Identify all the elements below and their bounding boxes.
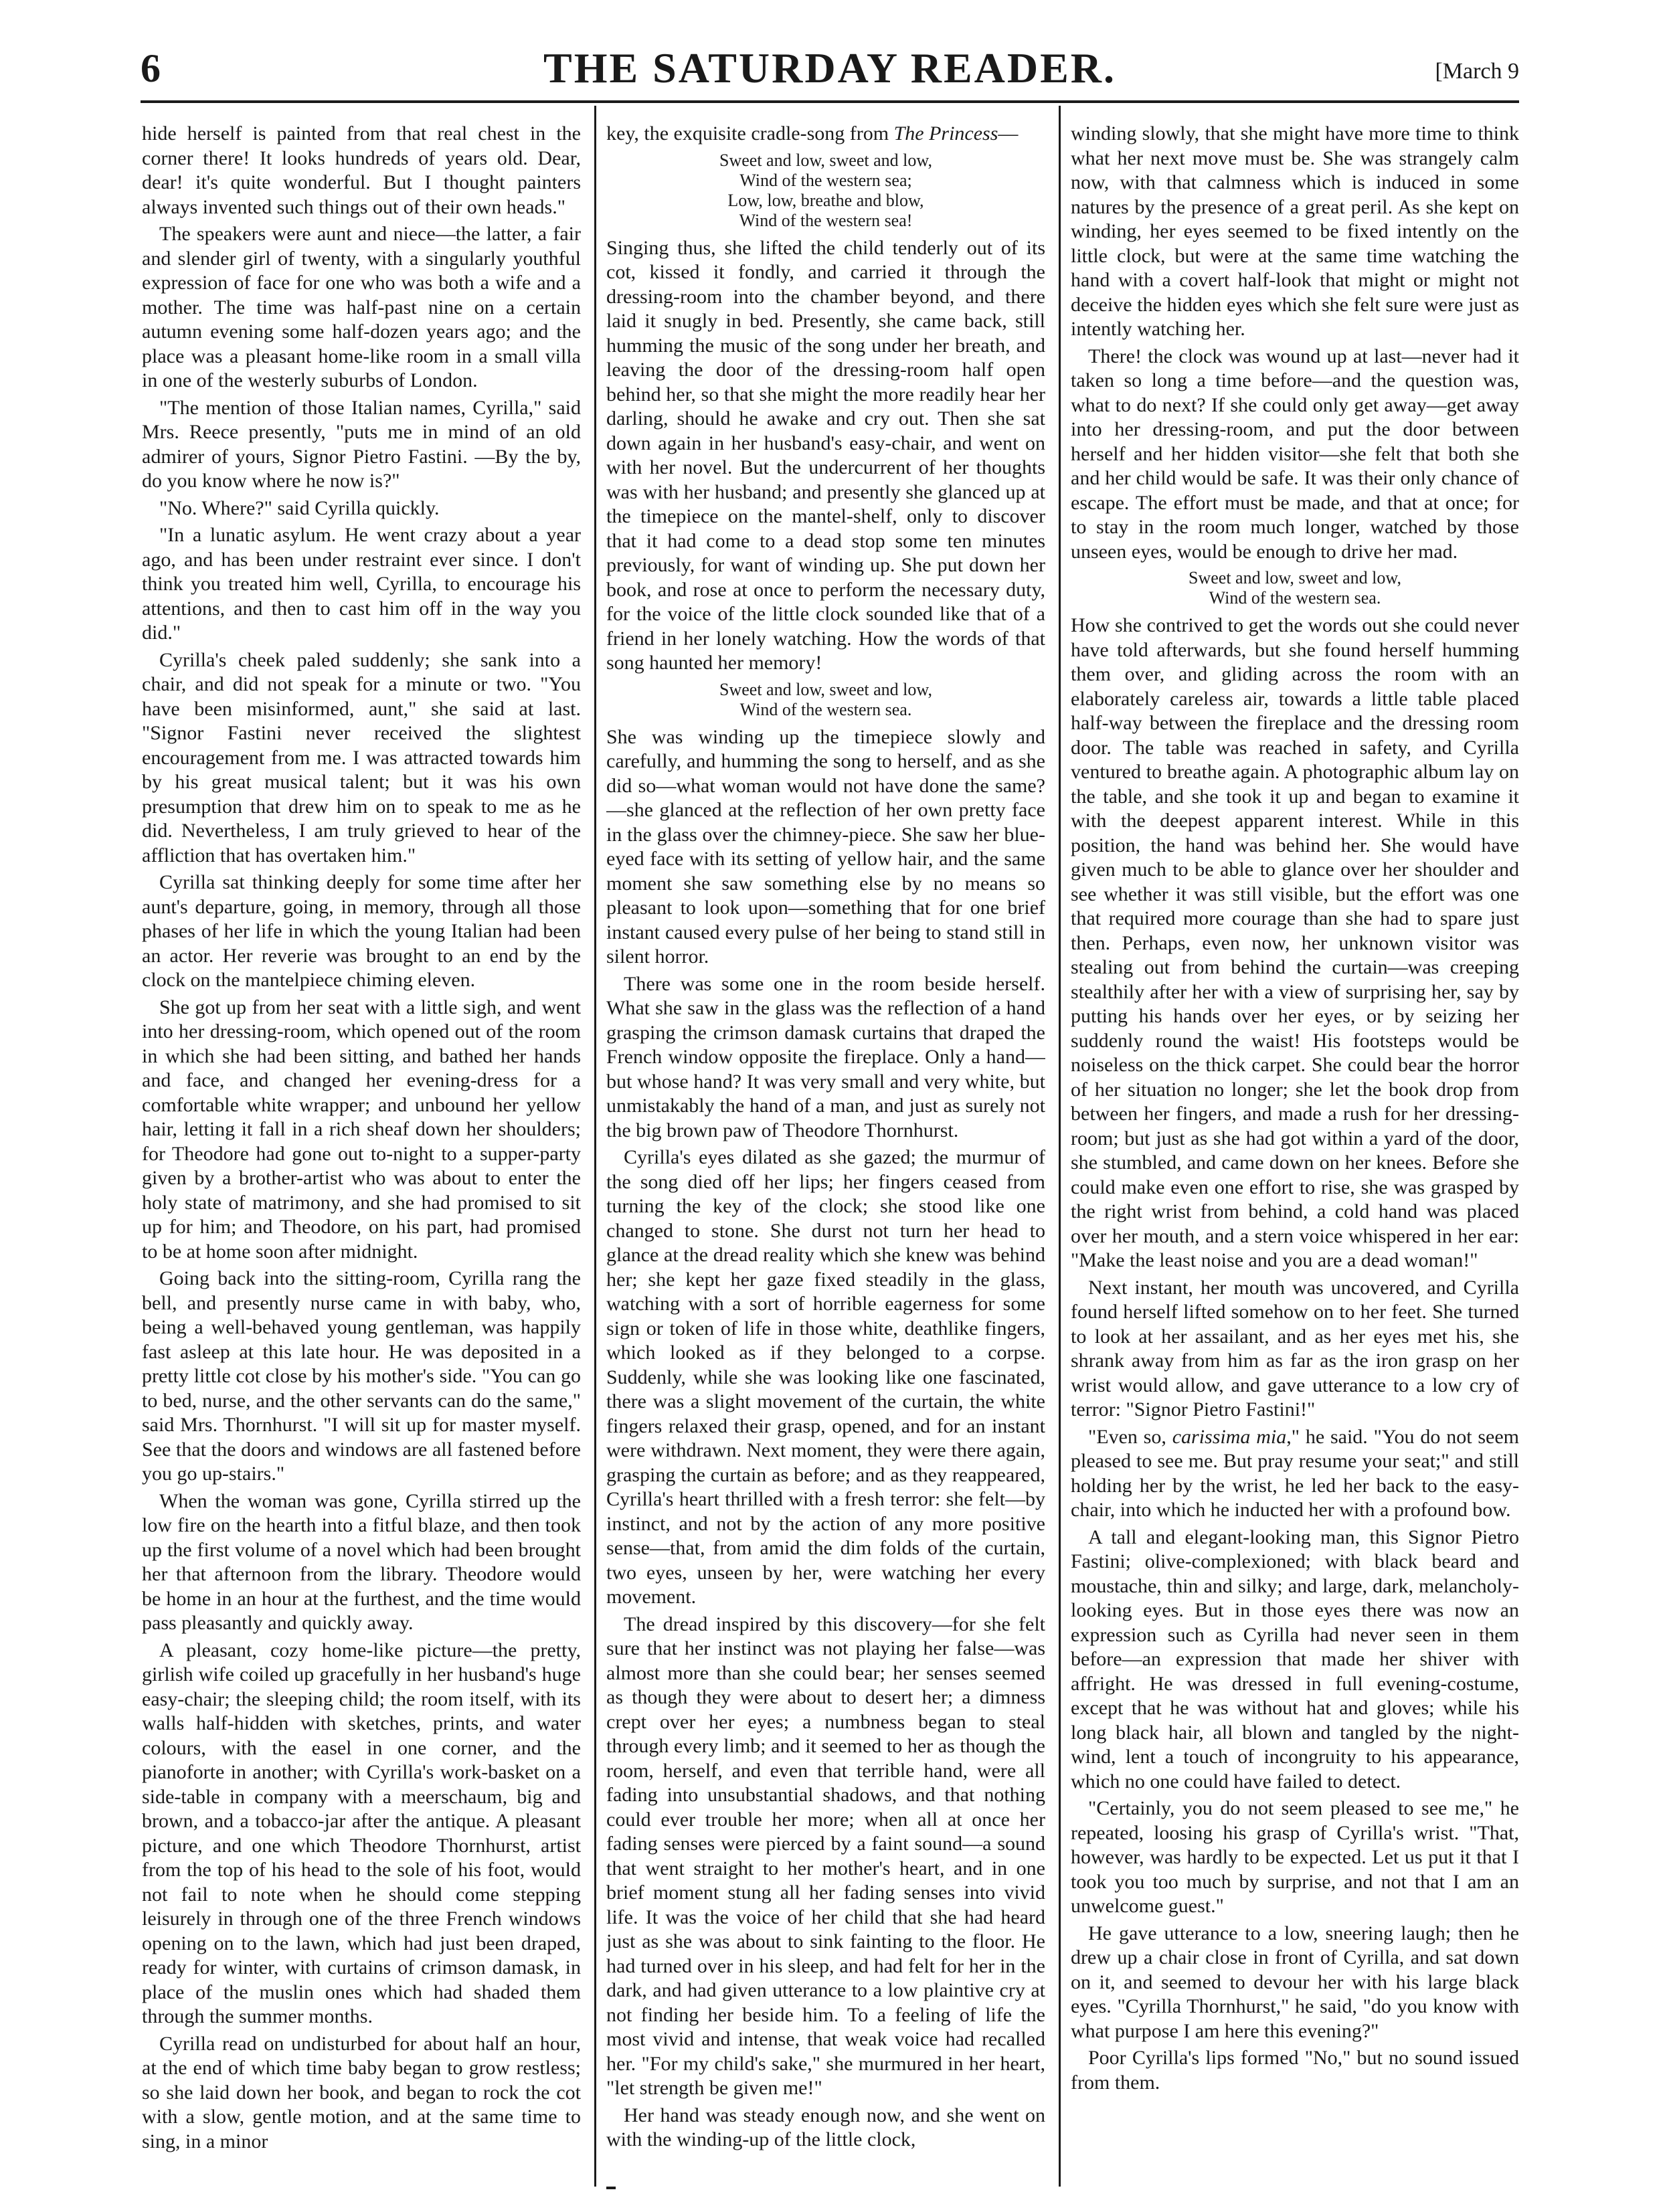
issue-date: [March 9 (1435, 59, 1519, 84)
verse-line: Wind of the western sea! (739, 210, 913, 230)
paragraph: He gave utterance to a low, sneering laugh; then he drew up a chair close in front of Cyrilla, and sat down on it, and seemed to devour her with his large black eyes. "Cyrilla Thornhurst," he said, "do you know with what purpose I am here this evening?" (1071, 1922, 1519, 2042)
footer-mark (606, 2187, 616, 2189)
paragraph: A tall and elegant-looking man, this Signor Pietro Fastini; olive-complexioned; with black beard and moustache, thin and silky; and large, dark, melancholy-looking eyes. But in those eyes there was now an expression such as Cyrilla had never seen in them before—an expression that made her shiver with affright. He was dressed in full evening-costume, except that he was without hat and gloves; while his long black hair, all blown and tangled by the night-wind, lent a touch of incongruity to his appearance, which no one could have failed to detect. (1071, 1526, 1519, 1792)
paragraph: "Certainly, you do not seem pleased to see me," he repeated, loosing his grasp of Cyrilla's wrist. "That, however, was hardly to be expected. Let us put it that I took you too much by surprise, and not that I am an unwelcome guest." (1071, 1797, 1519, 1917)
verse-block (606, 680, 1045, 720)
paragraph: winding slowly, that she might have more time to think what her next move must be. She was strangely calm now, with that calmness which is induced in some natures by the presence of a great peril. As she kept on winding, her eyes seemed to be fixed intently on the little clock, but were at the same time watching the hand with a covert half-look that might or might not deceive the hidden eyes which she felt sure were just as intently watching her. (1071, 122, 1519, 340)
verse-line: Wind of the western sea. (739, 699, 912, 719)
verse-line: Sweet and low, sweet and low, (719, 150, 932, 170)
verse-line: Wind of the western sea; (739, 170, 912, 190)
paragraph: Cyrilla's eyes dilated as she gazed; the murmur of the song died off her lips; her fingers ceased from turning the key of the clock; she stood like one changed to stone. She durst not turn her head to glance at the dread reality which she knew was behind her; she kept her gaze fixed steadily in the glass, watching with a sort of horrible eagerness for some sign or token of life in those white, deathlike fingers, which looked as if they belonged to a corpse. Suddenly, while she was looking like one fascinated, there was a slight movement of the curtain, the white fingers relaxed their grasp, opened, and for an instant were withdrawn. Next moment, they were there again, grasping the curtain as before; and as they reappeared, Cyrilla's heart thrilled with a fresh terror: she felt—by instinct, and not by the action of any more positive sense—that, from amid the dim folds of the curtain, two eyes, unseen by her, were watching her every movement. (606, 1146, 1045, 1608)
page-number: 6 (141, 46, 161, 90)
text-run: key, the exquisite cradle-song from (606, 122, 894, 145)
paragraph: When the woman was gone, Cyrilla stirred up the low fire on the hearth into a fitful blaze, and then took up the first volume of a novel which had been brought her that afternoon from the library. Theodore would be home in an hour at the furthest, and the time would pass pleasantly and quickly away. (142, 1489, 581, 1634)
poem-title: The Princess (893, 122, 998, 145)
paragraph: hide herself is painted from that real chest in the corner there! It looks hundreds of years old. Dear, dear! it's quite wonderful. But I thought painters always invented such things out of their own heads." (142, 122, 581, 218)
paragraph: Cyrilla sat thinking deeply for some time after her aunt's departure, going, in memory, through all those phases of her life in which the young Italian had been an actor. Her reverie was brought to an end by the clock on the mantelpiece chiming eleven. (142, 871, 581, 991)
paragraph (606, 122, 1045, 147)
paragraph: The dread inspired by this discovery—for she felt sure that her instinct was not playing her false—was almost more than she could bear; her senses seemed as though they were about to desert her; a dimness crept over her eyes; a numbness began to steal through every limb; and it seemed to her as though the room, herself, and even that terrible hand, were all fading into unsubstantial shadows, and that nothing could ever trouble her more; when all at once her fading senses were pierced by a faint sound—a sound that went straight to her mother's heart, and in one brief moment stung all her fading senses into vivid life. It was the voice of her child that she had heard just as she was about to sink fainting to the floor. He had turned over in his sleep, and had felt for her in the dark, and had given utterance to a low plaintive cry at not finding her beside him. To a feeling of life the most vivid and intense, that weak voice had recalled her. "For my child's sake," she murmured in her heart, "let strength be given me!" (606, 1612, 1045, 2099)
paragraph: Going back into the sitting-room, Cyrilla rang the bell, and presently nurse came in with baby, who, being a well-behaved young gentleman, was happily fast asleep at this late hour. He was deposited in a pretty little cot close by his mother's side. "You can go to bed, nurse, and the other servants can do the same," said Mrs. Thornhurst. "I will sit up for master myself. See that the doors and windows are all fastened before you go up-stairs." (142, 1267, 581, 1485)
paragraph: How she contrived to get the words out she could never have told afterwards, but she found herself humming them over, and gliding across the room with an elaborately careless air, towards a little table placed half-way between the fireplace and the dressing room door. The table was reached in safety, and Cyrilla ventured to breathe again. A photographic album lay on the table, and she took it up and began to examine it with the deepest apparent interest. While in this position, the hand was behind her. She would have given much to be able to glance over her shoulder and see whether it was still visible, but the effort was one that required more courage than she had to spare just then. Perhaps, even now, her unknown visitor was stealing out from behind the curtain—was creeping stealthily after her with a view of surprising her, say by putting his hands over her eyes, or by seizing her suddenly round the waist! His footsteps would be noiseless on the thick carpet. She could bear the horror of her situation no longer; she let the book drop from between her fingers, and made a rush for her dressing-room; but just as she had got within a yard of the door, she stumbled, and came down on her knees. Before she could make even one effort to rise, she was grasped by the right wrist from behind, a cold hand was placed over her mouth, and a stern voice whispered in her ear: "Make the least noise and you are a dead woman!" (1071, 614, 1519, 1271)
column-3 (1071, 122, 1519, 2183)
paragraph: There was some one in the room beside herself. What she saw in the glass was the reflection of a hand grasping the crimson damask curtains that draped the French window opposite the fireplace. Only a hand—but whose hand? It was very small and very white, but unmistakably the hand of a man, and just as surely not the big brown paw of Theodore Thornhurst. (606, 972, 1045, 1141)
column-divider-2 (1059, 106, 1061, 2187)
verse-line: Sweet and low, sweet and low, (719, 679, 932, 699)
paragraph: Singing thus, she lifted the child tenderly out of its cot, kissed it fondly, and carried it through the dressing-room into the chamber beyond, and there laid it snugly in bed. Presently, she came back, still humming the music of the song under her breath, and leaving the door of the dressing-room half open behind her, so that she might the more readily hear her darling, should he awake and cry out. Then she sat down again in her husband's easy-chair, and went on with her novel. But the undercurrent of her thoughts was with her husband; and presently she glanced up at the timepiece on the mantel-shelf, only to discover that it had come to a dead stop some ten minutes previously, for want of winding up. She put down her book, and rose at once to perform the necessary duty, for the voice of the little clock sounded like that of a friend in her lonely watching. How the words of that song haunted her memory! (606, 236, 1045, 674)
paragraph: She was winding up the timepiece slowly and carefully, and humming the song to herself, and as she did so—what woman would not have done the same?—she glanced at the reflection of her own pretty face in the glass over the chimney-piece. She saw her blue-eyed face with its setting of yellow hair, and the same moment she saw something else by no means so pleasant to look upon—something that for one brief instant caused every pulse of her being to stand still in silent horror. (606, 725, 1045, 967)
paragraph: Next instant, her mouth was uncovered, and Cyrilla found herself lifted somehow on to her feet. She turned to look at her assailant, and as her eyes met his, she shrank away from him as far as the iron grasp on her wrist would allow, and gave utterance to a low cry of terror: "Signor Pietro Fastini!" (1071, 1276, 1519, 1420)
header-rule (141, 100, 1519, 103)
paragraph: "The mention of those Italian names, Cyrilla," said Mrs. Reece presently, "puts me in mind of an old admirer of yours, Signor Pietro Fastini. —By the by, do you know where he now is?" (142, 396, 581, 492)
paragraph: The speakers were aunt and niece—the latter, a fair and slender girl of twenty, with a singularly youthful expression of face for one who was both a wife and a mother. The time was half-past nine on a certain autumn evening some half-dozen years ago; and the place was a pleasant home-like room in a small villa in one of the westerly suburbs of London. (142, 223, 581, 391)
paragraph: There! the clock was wound up at last—never had it taken so long a time before—and the question was, what to do next? If she could only get away—get away into her dressing-room, and put the door between herself and her hidden visitor—she felt that both she and her child would be safe. It was their only chance of escape. The effort must be made, and that at once; for to stay in the room much longer, watched by those unseen eyes, would be enough to drive her mad. (1071, 345, 1519, 563)
verse-block (606, 151, 1045, 231)
column-divider-1 (594, 106, 596, 2187)
text-run: "Even so, (1088, 1425, 1172, 1448)
text-run: ," he said. "You do not seem pleased to see me. But pray resume your seat;" and still holding her by the wrist, he led her back to the easy-chair, into which he inducted her with a profound bow. (1071, 1425, 1519, 1521)
column-1 (142, 122, 581, 2183)
paragraph: Her hand was steady enough now, and she went on with the winding-up of the little clock, (606, 2104, 1045, 2150)
paragraph: Poor Cyrilla's lips formed "No," but no sound issued from them. (1071, 2047, 1519, 2094)
column-2 (606, 122, 1045, 2183)
publication-title: THE SATURDAY READER. (543, 44, 1116, 92)
verse-block (1071, 568, 1519, 608)
paragraph: Cyrilla read on undisturbed for about half an hour, at the end of which time baby began to grow restless; so she laid down her book, and began to rock the cot with a slow, gentle motion, and at the same time to sing, in a minor (142, 2032, 581, 2152)
paragraph (1071, 1425, 1519, 1523)
page-header (141, 41, 1519, 95)
paragraph: She got up from her seat with a little sigh, and went into her dressing-room, which opened out of the room in which she had been sitting, and bathed her hands and face, and changed her evening-dress for a comfortable white wrapper; and unbound her yellow hair, letting it fall in a rich sheaf down her shoulders; for Theodore had gone out to-night to a supper-party given by a brother-artist who was about to enter the holy state of matrimony, and she had promised to sit up for him; and Theodore, on his part, had promised to be at home soon after midnight. (142, 996, 581, 1263)
italic-phrase: carissima mia (1172, 1425, 1287, 1448)
paragraph: "No. Where?" said Cyrilla quickly. (159, 496, 440, 519)
text-run: — (998, 122, 1019, 145)
paragraph: A pleasant, cozy home-like picture—the pretty, girlish wife coiled up gracefully in her husband's huge easy-chair; the sleeping child; the room itself, with its walls half-hidden with sketches, prints, and water colours, with the easel in one corner, and the pianoforte in another; with Cyrilla's work-basket on a side-table in company with a meerschaum, big and brown, and a tobacco-jar after the antique. A pleasant picture, and one which Theodore Thornhurst, artist from the top of his head to the sole of his foot, would not fail to note when he should come stepping leisurely in through one of the three French windows opening on to the lawn, which had just been draped, ready for winter, with curtains of crimson damask, in place of the muslin ones which had shaded them through the summer months. (142, 1639, 581, 2027)
verse-line: Sweet and low, sweet and low, (1189, 568, 1401, 587)
verse-line: Low, low, breathe and blow, (727, 190, 924, 210)
verse-line: Wind of the western sea. (1209, 588, 1381, 608)
paragraph: Cyrilla's cheek paled suddenly; she sank into a chair, and did not speak for a minute or two. "You have been misinformed, aunt," she said at last. "Signor Fastini never received the slightest encouragement from me. I was attracted towards him by his great musical talent; but it was his own presumption that drew him on to speak to me as he did. Nevertheless, I am truly grieved to hear of the affliction that has overtaken him." (142, 648, 581, 866)
paragraph: "In a lunatic asylum. He went crazy about a year ago, and has been under restraint ever since. I don't think you treated him well, Cyrilla, to encourage his attentions, and then to cast him off in the way you did." (142, 524, 581, 644)
